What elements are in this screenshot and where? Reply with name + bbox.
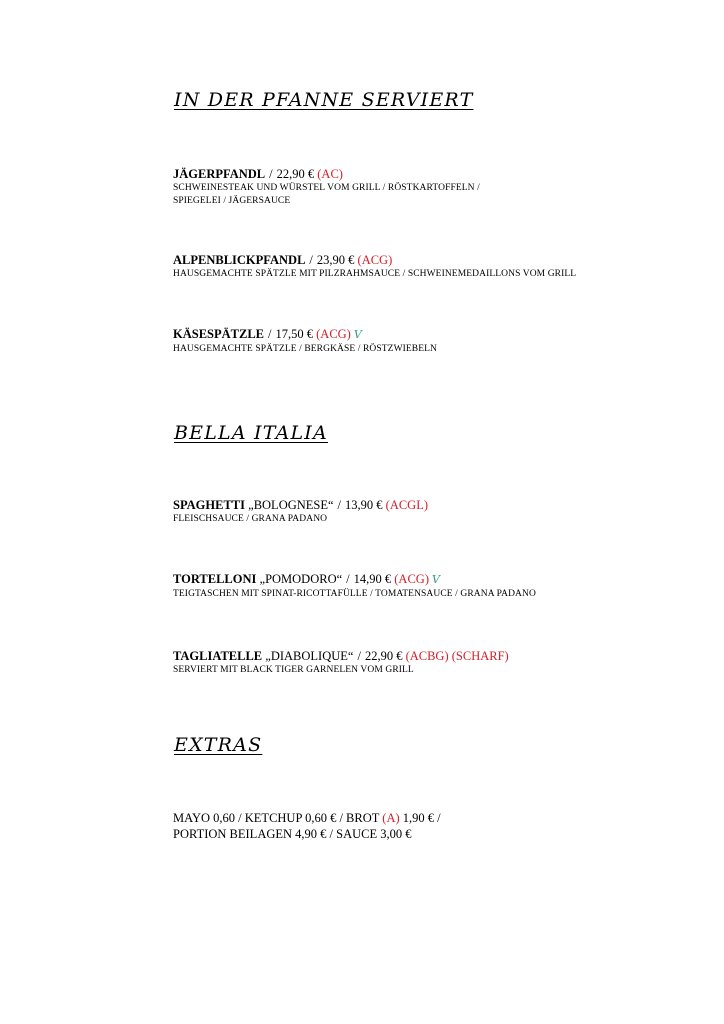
- item-description: SPIEGELEI / JÄGERSAUCE: [173, 195, 291, 206]
- menu-item-tortelloni: [173, 571, 693, 601]
- item-title: TORTELLONI „POMODORO“ / 14,90 € (ACG) V: [173, 572, 440, 586]
- item-allergens: (ACBG) (SCHARF): [405, 649, 509, 663]
- item-description: HAUSGEMACHTE SPÄTZLE / BERGKÄSE / RÖSTZWIEBELN: [173, 344, 437, 354]
- item-description: SERVIERT MIT BLACK TIGER GARNELEN VOM GRILL: [173, 665, 414, 675]
- item-description: SCHWEINESTEAK UND WÜRSTEL VOM GRILL / RÖSTKARTOFFELN /: [173, 183, 480, 193]
- section-heading-extras: EXTRAS: [174, 734, 263, 756]
- item-name: KÄSESPÄTZLE: [173, 327, 265, 341]
- section-heading-pfanne: IN DER PFANNE SERVIERT: [174, 89, 474, 111]
- extras-line: PORTION BEILAGEN 4,90 € / SAUCE 3,00 €: [173, 827, 412, 841]
- item-description: FLEISCHSAUCE / GRANA PADANO: [173, 514, 328, 524]
- item-description: TEIGTASCHEN MIT SPINAT-RICOTTAFÜLLE / TOMATENSAUCE / GRANA PADANO: [173, 589, 536, 599]
- item-name: TORTELLONI: [173, 572, 257, 586]
- item-price: 14,90 €: [353, 572, 392, 586]
- menu-item-spaghetti: [173, 497, 693, 526]
- menu-item-kaesespaetzle: [173, 326, 693, 356]
- item-price: 17,50 €: [275, 327, 313, 341]
- extras-text: MAYO 0,60 / KETCHUP 0,60 € / BROT: [173, 811, 380, 825]
- extras-list: [173, 810, 441, 842]
- item-allergens: (ACG): [394, 572, 429, 586]
- extras-line: [173, 810, 441, 826]
- item-name: SPAGHETTI: [173, 498, 246, 512]
- veg-leaf-icon: V: [431, 573, 440, 586]
- veg-leaf-icon: V: [353, 328, 362, 341]
- item-subtitle: „BOLOGNESE“: [248, 498, 334, 512]
- item-name: TAGLIATELLE: [173, 649, 263, 663]
- item-subtitle: „DIABOLIQUE“: [265, 649, 354, 663]
- item-description: HAUSGEMACHTE SPÄTZLE MIT PILZRAHMSAUCE / SCHWEINEMEDAILLONS VOM GRILL: [173, 269, 577, 279]
- item-title: KÄSESPÄTZLE / 17,50 € (ACG) V: [173, 327, 362, 341]
- item-allergens: (ACGL): [385, 498, 429, 512]
- item-allergens: (A): [382, 811, 400, 825]
- item-subtitle: „POMODORO“: [259, 572, 343, 586]
- item-allergens: (ACG): [357, 253, 393, 267]
- section-heading-italia: BELLA ITALIA: [174, 422, 328, 444]
- item-price: 22,90 €: [276, 167, 315, 181]
- item-name: ALPENBLICKPFANDL: [173, 253, 306, 267]
- item-allergens: (AC): [317, 167, 343, 181]
- item-allergens: (ACG): [316, 327, 351, 341]
- menu-item-jaegerpfandl: [173, 166, 693, 207]
- menu-item-tagliatelle: [173, 648, 693, 677]
- item-price: 13,90 €: [345, 498, 383, 512]
- item-price: 22,90 €: [364, 649, 403, 663]
- item-title: SPAGHETTI „BOLOGNESE“ / 13,90 € (ACGL): [173, 498, 429, 512]
- item-name: JÄGERPFANDL: [173, 167, 266, 181]
- item-title: TAGLIATELLE „DIABOLIQUE“ / 22,90 € (ACBG) (SCHARF): [173, 649, 509, 663]
- item-title: ALPENBLICKPFANDL / 23,90 € (ACG): [173, 253, 393, 267]
- menu-item-alpenblickpfandl: [173, 252, 693, 281]
- item-price: 23,90 €: [316, 253, 355, 267]
- extras-text: 1,90 € /: [402, 811, 441, 825]
- item-title: JÄGERPFANDL / 22,90 € (AC): [173, 167, 343, 181]
